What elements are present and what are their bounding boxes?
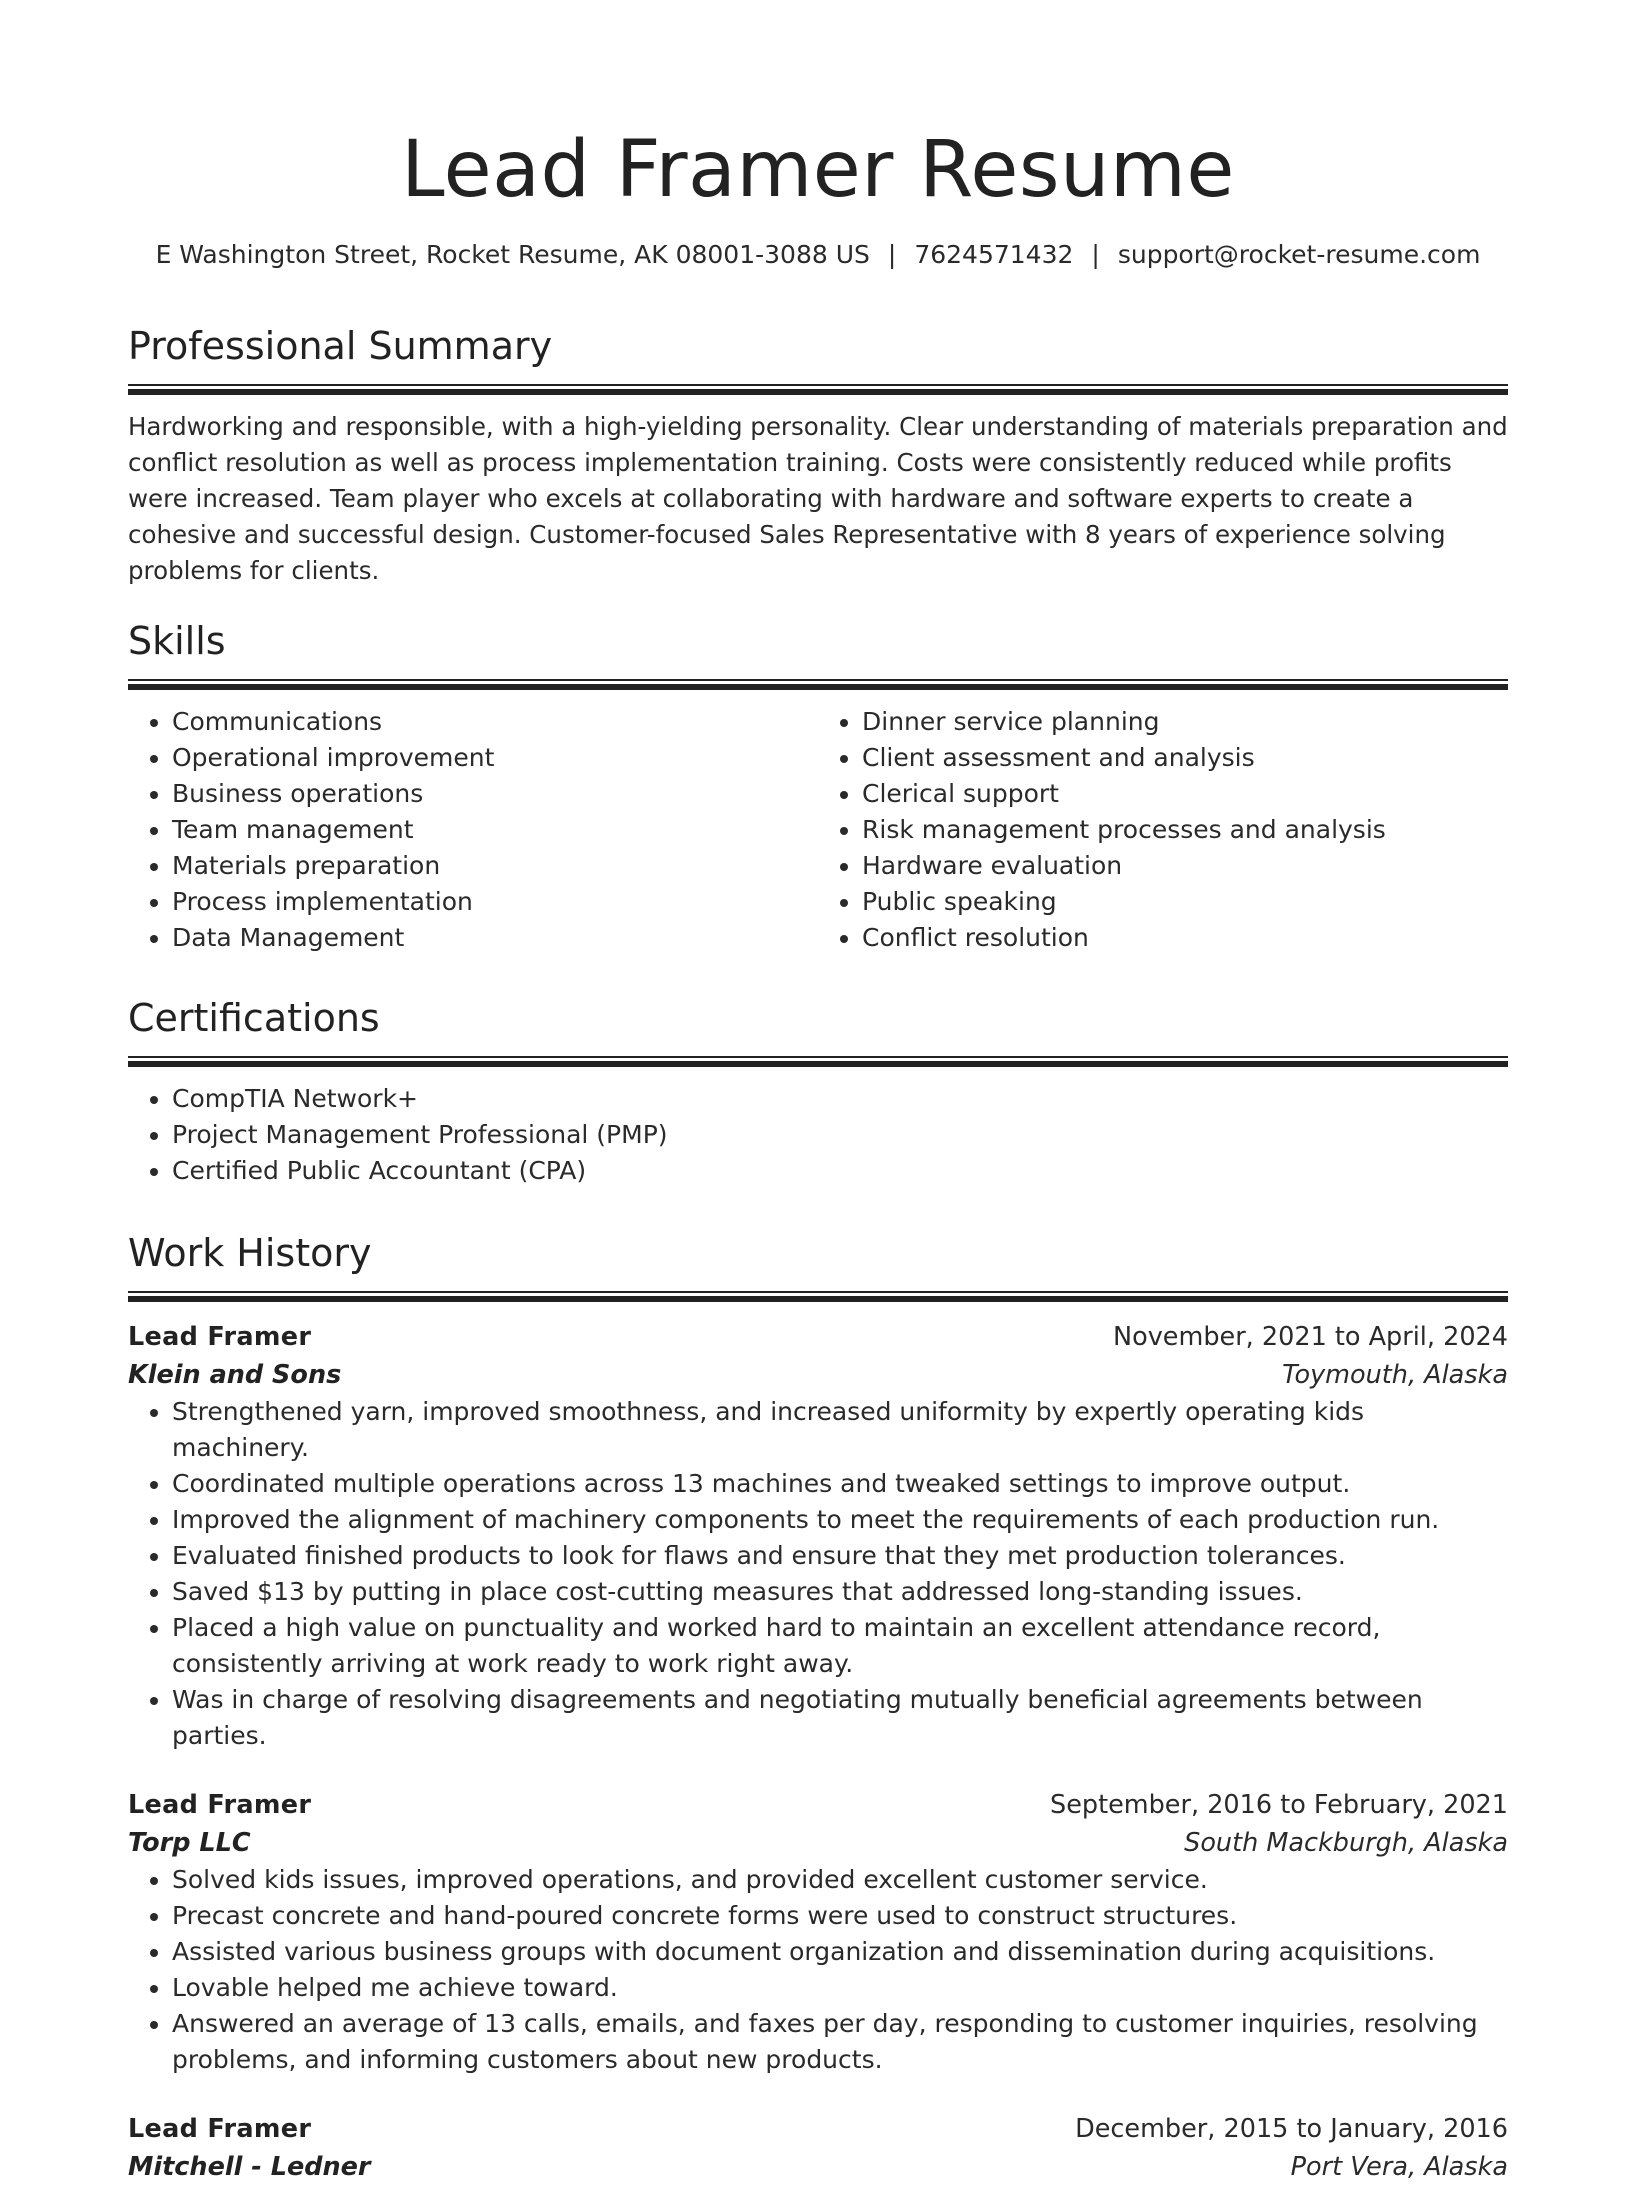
- skill-item: • Public speaking: [862, 884, 1508, 920]
- contact-address: E Washington Street, Rocket Resume, AK 08001-3088 US: [155, 240, 870, 269]
- job-location: Toymouth, Alaska: [1282, 1360, 1508, 1390]
- job-duty-item: • Lovable helped me achieve toward.: [172, 1970, 1508, 2006]
- skill-item: • Data Management: [172, 920, 818, 956]
- skill-item: • Conflict resolution: [862, 920, 1508, 956]
- job-entry: [128, 1318, 1508, 1754]
- job-duty-item: • Strengthened yarn, improved smoothness, and increased uniformity by expertly operating kids machinery.: [172, 1394, 1508, 1466]
- job-dates: September, 2016 to February, 2021: [1050, 1790, 1508, 1820]
- skill-item: • Operational improvement: [172, 740, 818, 776]
- contact-line: [128, 238, 1508, 272]
- certification-item: • Project Management Professional (PMP): [172, 1117, 1508, 1153]
- job-duties-list: [128, 1862, 1508, 2078]
- skill-item: • Risk management processes and analysis: [862, 812, 1508, 848]
- contact-separator: |: [887, 240, 897, 269]
- job-dates: December, 2015 to January, 2016: [1075, 2114, 1508, 2144]
- section-heading: Professional Summary: [128, 324, 553, 368]
- skill-item: • Process implementation: [172, 884, 818, 920]
- skill-item: • Communications: [172, 704, 818, 740]
- skills-list-left: [128, 704, 818, 956]
- section-divider: [128, 1291, 1508, 1302]
- job-header: [128, 1318, 1508, 1356]
- job-duty-item: • Placed a high value on punctuality and worked hard to maintain an excellent attendance record, consistently arriving at work ready to work right away.: [172, 1610, 1508, 1682]
- contact-email: support@rocket-resume.com: [1117, 240, 1481, 269]
- job-duty-item: • Was in charge of resolving disagreements and negotiating mutually beneficial agreements between parties.: [172, 1682, 1508, 1754]
- job-duties-list: [128, 1394, 1508, 1754]
- skill-item: • Team management: [172, 812, 818, 848]
- job-duty-item: • Coordinated multiple operations across 13 machines and tweaked settings to improve output.: [172, 1466, 1508, 1502]
- job-subheader: [128, 1356, 1508, 1394]
- contact-phone: 7624571432: [914, 240, 1074, 269]
- certification-item: • Certified Public Accountant (CPA): [172, 1153, 1508, 1189]
- section-heading: Skills: [128, 619, 226, 663]
- job-header: [128, 1786, 1508, 1824]
- skills-section: [128, 617, 1508, 956]
- work-history-section: [128, 1229, 1508, 2186]
- section-heading: Certifications: [128, 996, 380, 1040]
- section-divider: [128, 679, 1508, 690]
- skill-item: • Client assessment and analysis: [862, 740, 1508, 776]
- job-title: Lead Framer: [128, 2114, 312, 2144]
- job-company: Klein and Sons: [128, 1360, 342, 1390]
- job-duty-item: • Precast concrete and hand-poured concrete forms were used to construct structures.: [172, 1898, 1508, 1934]
- certifications-list: [128, 1081, 1508, 1189]
- job-entry: [128, 1786, 1508, 2078]
- skill-item: • Materials preparation: [172, 848, 818, 884]
- job-duty-item: • Assisted various business groups with document organization and dissemination during acquisitions.: [172, 1934, 1508, 1970]
- job-duty-item: • Answered an average of 13 calls, emails, and faxes per day, responding to customer inquiries, resolving problems, and informing customers about new products.: [172, 2006, 1508, 2078]
- section-divider: [128, 1056, 1508, 1067]
- job-duty-item: • Solved kids issues, improved operations, and provided excellent customer service.: [172, 1862, 1508, 1898]
- skill-item: • Hardware evaluation: [862, 848, 1508, 884]
- job-dates: November, 2021 to April, 2024: [1113, 1322, 1508, 1352]
- skill-item: • Business operations: [172, 776, 818, 812]
- professional-summary-section: [128, 322, 1508, 589]
- resume-page: [128, 0, 1508, 2186]
- job-title: Lead Framer: [128, 1322, 312, 1352]
- job-duty-item: • Evaluated finished products to look for flaws and ensure that they met production tolerances.: [172, 1538, 1508, 1574]
- job-duty-item: • Saved $13 by putting in place cost-cutting measures that addressed long-standing issues.: [172, 1574, 1508, 1610]
- skills-grid: [128, 704, 1508, 956]
- certification-item: • CompTIA Network+: [172, 1081, 1508, 1117]
- job-header: [128, 2110, 1508, 2148]
- job-duty-item: • Improved the alignment of machinery components to meet the requirements of each production run.: [172, 1502, 1508, 1538]
- resume-title: Lead Framer Resume: [401, 125, 1235, 215]
- skill-item: • Clerical support: [862, 776, 1508, 812]
- contact-separator: |: [1091, 240, 1100, 269]
- job-entry: [128, 2110, 1508, 2186]
- job-title: Lead Framer: [128, 1790, 312, 1820]
- certifications-section: [128, 994, 1508, 1189]
- section-heading: Work History: [128, 1231, 372, 1275]
- job-subheader: [128, 1824, 1508, 1862]
- summary-text: Hardworking and responsible, with a high-yielding personality. Clear understanding of materials preparation and conflict resolution as well as process implementation training. Costs were consistently reduced while profits were increased. Team player who excels at collaborating with hardware and software experts to create a cohesive and successful design. Customer-focused Sales Representative with 8 years of experience solving problems for clients.: [128, 412, 1508, 585]
- job-company: Torp LLC: [128, 1828, 251, 1858]
- section-divider: [128, 384, 1508, 395]
- job-location: South Mackburgh, Alaska: [1184, 1828, 1508, 1858]
- skills-list-right: [818, 704, 1508, 956]
- job-subheader: [128, 2148, 1508, 2186]
- job-company: Mitchell - Ledner: [128, 2152, 371, 2182]
- skill-item: • Dinner service planning: [862, 704, 1508, 740]
- job-location: Port Vera, Alaska: [1290, 2152, 1508, 2182]
